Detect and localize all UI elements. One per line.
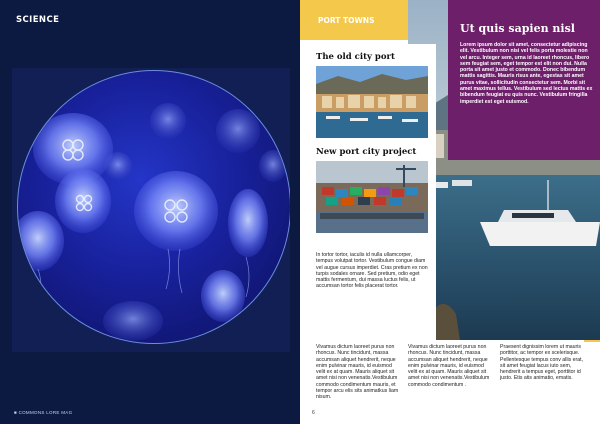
accent-line xyxy=(584,340,600,342)
old-port-illustration xyxy=(316,66,428,138)
new-port-photo xyxy=(316,161,428,233)
new-port-illustration xyxy=(316,161,428,233)
heading-new-port: New port city project xyxy=(316,147,417,157)
text-column-3: Praesent dignissim lorem ut mauris porttitor, ac tempor ex scelerisque. Pellentesque tempus conv allis erat, sit amet feugiat lacus iuto sem, hendrerit a tempus eget, porttitor id justo. Etis atis animatio, ematis. xyxy=(500,344,584,382)
feature-title: Ut quis sapien nisl xyxy=(460,22,575,35)
right-page xyxy=(300,0,600,424)
tab-bar xyxy=(300,0,408,40)
text-column-2: Vivamus dictum laoreet purus non rhoncus. Nunc tincidunt, massa accumsan aliquet hendrerit, neque enim pulvinar mauris, id euismod velit ex at quam. Mauris aliquet sit amet nisi non venenatis.Vestibulum commodo condimentum . xyxy=(408,344,490,388)
old-port-photo xyxy=(316,66,428,138)
article-column xyxy=(308,44,436,344)
heading-old-port: The old city port xyxy=(316,52,395,62)
left-footer: ■ COMMONS LORE MAG xyxy=(14,410,73,415)
tab-title: PORT TOWNS xyxy=(318,16,375,25)
body-under-images: In tortor tortor, iaculis id nulla ullamcorper, tempus volutpat tortor. Vestibulum congue diam vel augue cursus imperdiet. Cras pretium ex non turpis sodales ornare. Sed pretium, odio eget mattis fermentum, dui massa luctus felis, ut accumsan tortor felis placerat tortor. xyxy=(316,252,428,290)
jellyfish-illustration xyxy=(18,71,290,343)
jellyfish-photo-panel xyxy=(12,68,290,352)
feature-box xyxy=(448,0,600,160)
jellyfish-photo xyxy=(17,70,290,344)
page-number: 6 xyxy=(312,410,315,416)
feature-text: Lorem ipsum dolor sit amet, consectetur adipiscing elit. Vestibulum non nisi vel felis porta molestie non vel arcu. Integer sem, urna id laoreet rhoncus, libero sem feugiat sem, eget tempor est elit non dui. Nulla porta sit amet justo et commodo. Donec bibendum mattis sagittis. Mauris risus ante, egestas sit amet purus vitae, sollicitudin consectetur sem. Morbi sit amet maximus tellus. Vestibulum sed lectus mattis ex bibendum feugiat eu quis nunc. Vestibulum fringilla imperdiet est eget euismod. xyxy=(460,42,593,105)
text-column-1: Vivamus dictum laoreet purus non rhoncus. Nunc tincidunt, massa accumsan aliquet hendrerit, neque enim pulvinar mauris, id euismod velit ex at quam. Mauris aliquet sit amet nisi non venenatis.Vestibulum commodo condimentum mauris, et tempor arcu elis sits animatkus liam nisum. xyxy=(316,344,399,401)
section-label: SCIENCE xyxy=(16,15,60,25)
